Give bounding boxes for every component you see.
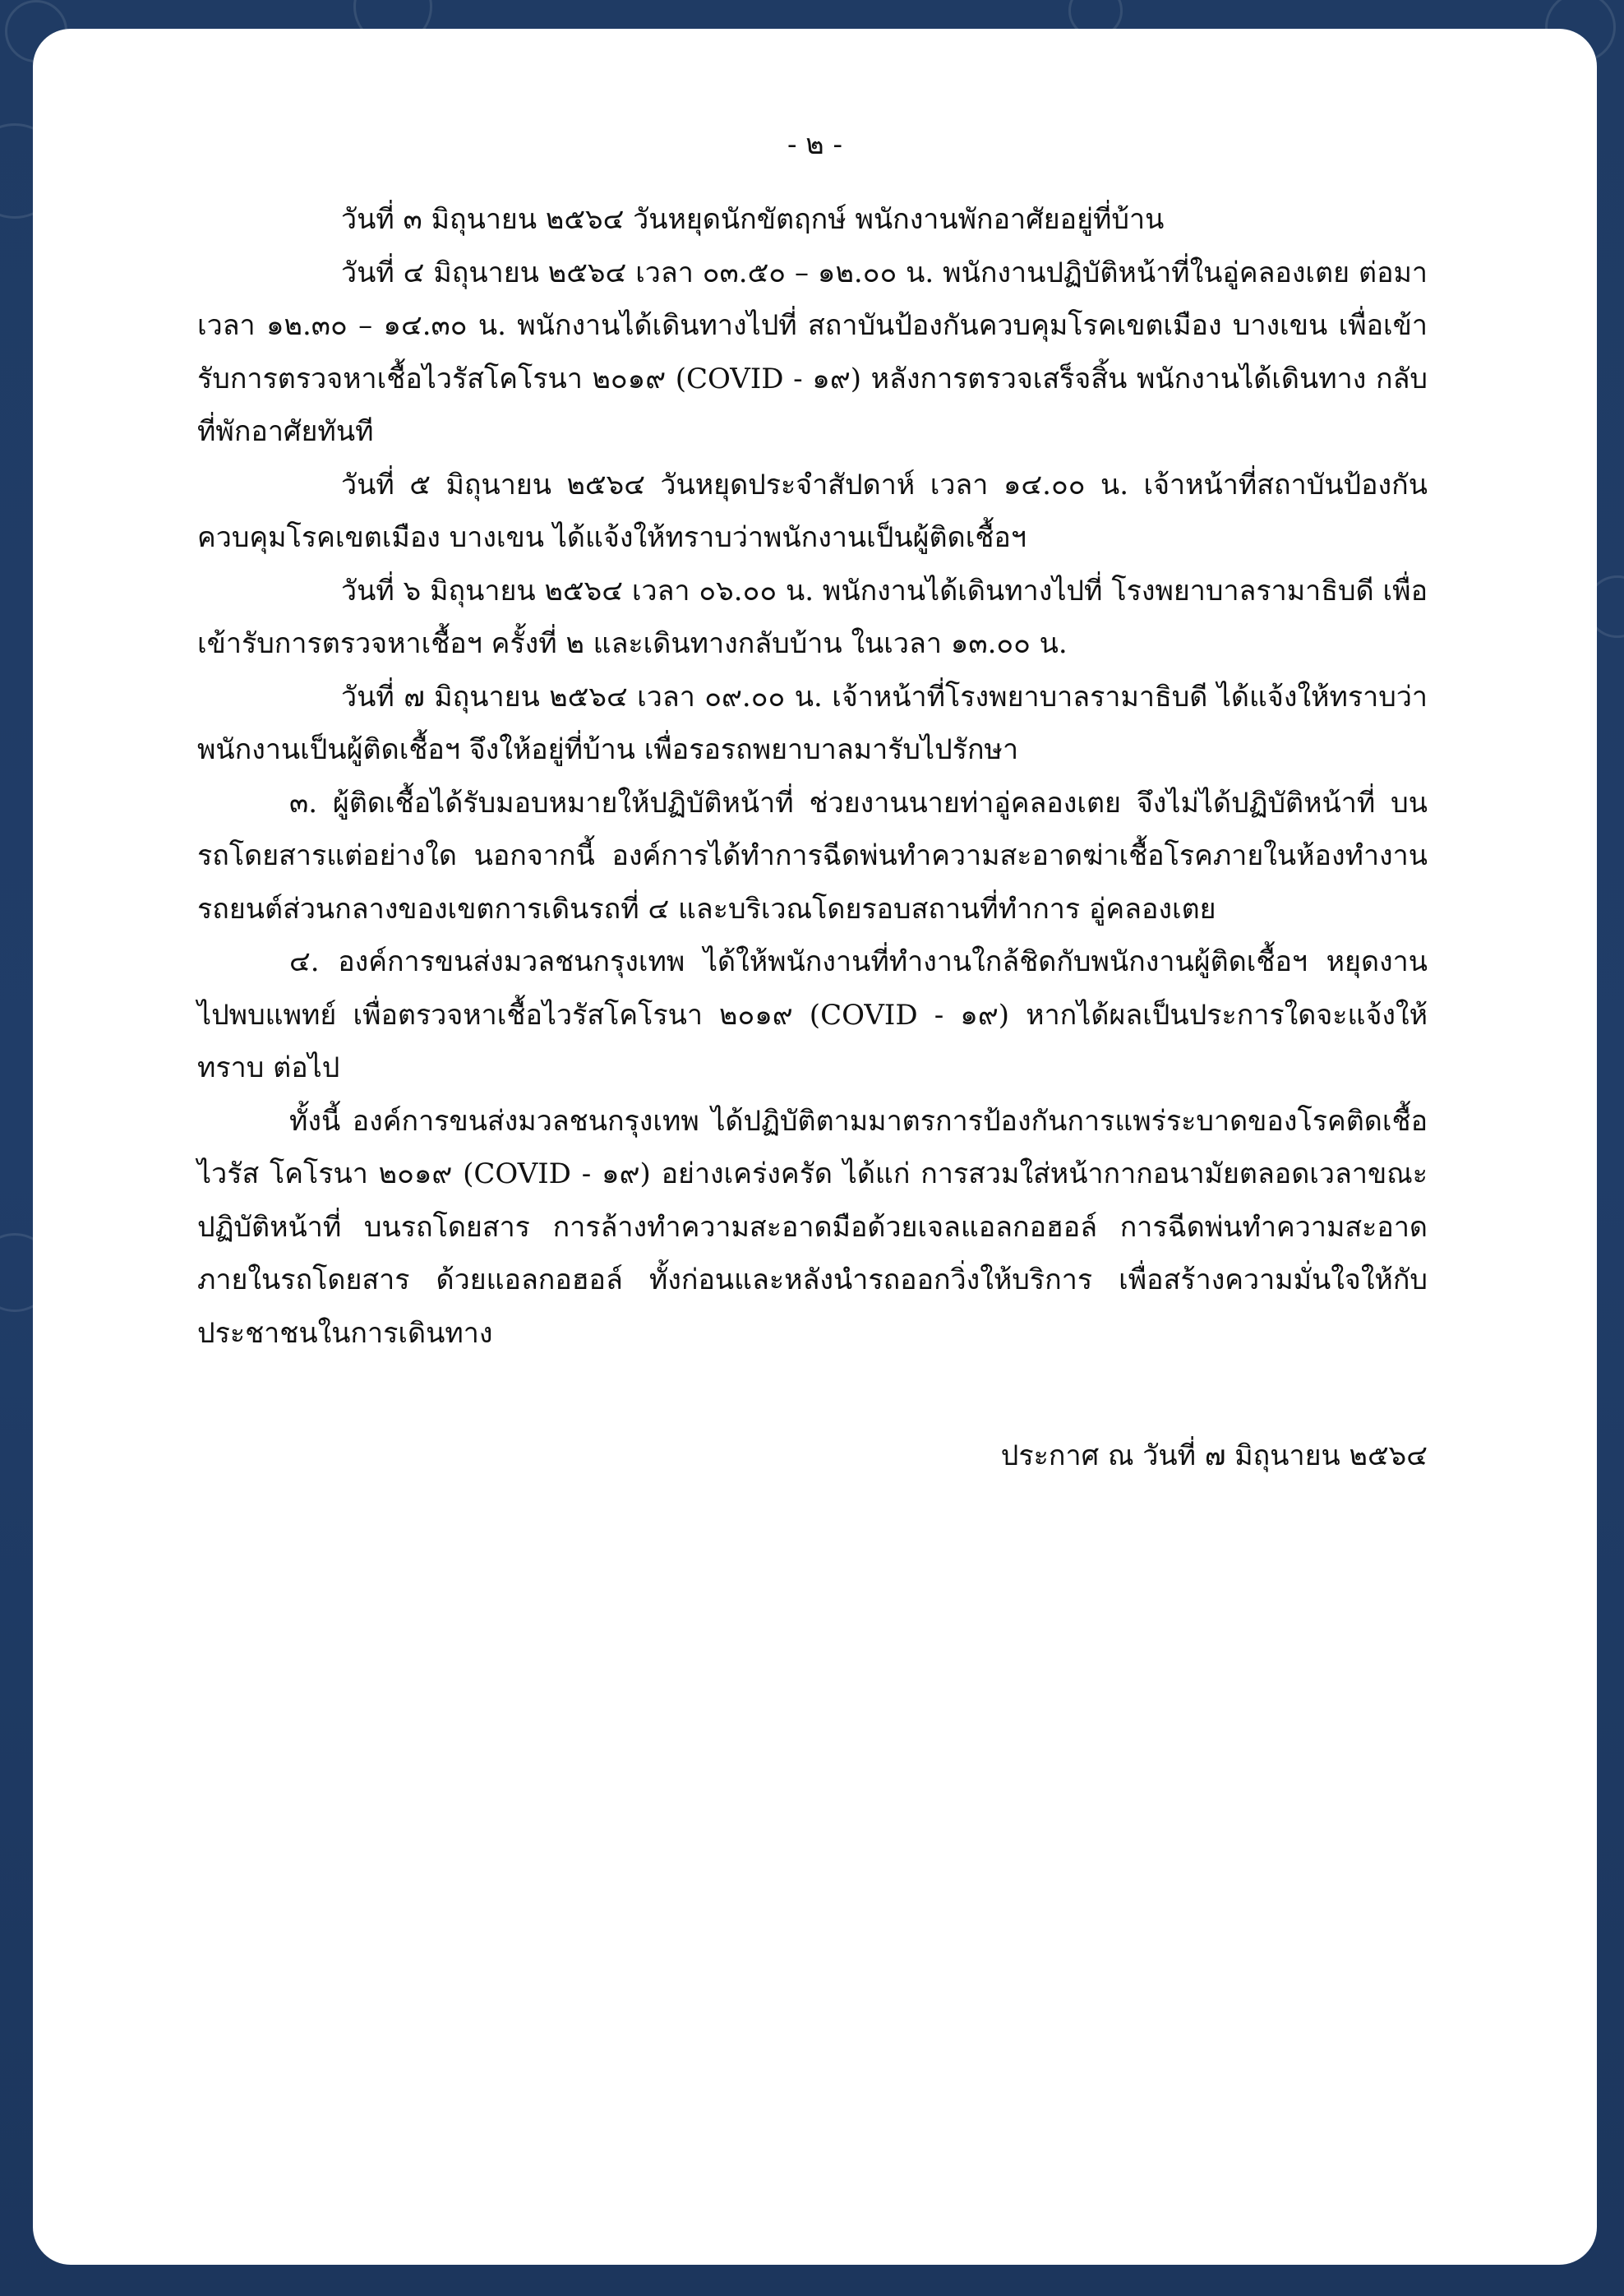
paragraph-june-6: วันที่ ๖ มิถุนายน ๒๕๖๔ เวลา ๐๖.๐๐ น. พนักงานได้เดินทางไปที่ โรงพยาบาลรามาธิบดี เพื่อเข้ารับการตรวจหาเชื้อฯ ครั้งที่ ๒ และเดินทางกลับบ้าน ในเวลา ๑๓.๐๐ น. [197, 574, 1428, 660]
paragraph-june-7: วันที่ ๗ มิถุนายน ๒๕๖๔ เวลา ๐๙.๐๐ น. เจ้าหน้าที่โรงพยาบาลรามาธิบดี ได้แจ้งให้ทราบว่า พนักงานเป็นผู้ติดเชื้อฯ จึงให้อยู่ที่บ้าน เพื่อรอรถพยาบาลมารับไปรักษา [197, 680, 1428, 766]
page-number: - ๒ - [787, 128, 842, 161]
paragraph-june-3: วันที่ ๓ มิถุนายน ๒๕๖๔ วันหยุดนักขัตฤกษ์ พนักงานพักอาศัยอยู่ที่บ้าน [341, 203, 1165, 236]
document-page [33, 29, 1597, 2265]
paragraph-item-3: ๓. ผู้ติดเชื้อได้รับมอบหมายให้ปฏิบัติหน้าที่ ช่วยงานนายท่าอู่คลองเตย จึงไม่ได้ปฏิบัติหน้าที่ บนรถโดยสารแต่อย่างใด นอกจากนี้ องค์การได้ทำการฉีดพ่นทำความสะอาดฆ่าเชื้อโรคภายในห้องทำงาน รถยนต์ส่วนกลางของเขตการเดินรถที่ ๔ และบริเวณโดยรอบสถานที่ทำการ อู่คลองเตย [197, 786, 1428, 926]
announcement-date: ประกาศ ณ วันที่ ๗ มิถุนายน ๒๕๖๔ [1000, 1439, 1428, 1472]
paragraph-measures: ทั้งนี้ องค์การขนส่งมวลชนกรุงเทพ ได้ปฏิบัติตามมาตรการป้องกันการแพร่ระบาดของโรคติดเชื้อไวรัส โคโรนา ๒๐๑๙ (COVID - ๑๙) อย่างเคร่งครัด ได้แก่ การสวมใส่หน้ากากอนามัยตลอดเวลาขณะปฏิบัติหน้าที่ บนรถโดยสาร การล้างทำความสะอาดมือด้วยเจลแอลกอฮอล์ การฉีดพ่นทำความสะอาดภายในรถโดยสาร ด้วยแอลกอฮอล์ ทั้งก่อนและหลังนำรถออกวิ่งให้บริการ เพื่อสร้างความมั่นใจให้กับประชาชนในการเดินทาง [197, 1104, 1428, 1350]
paragraph-item-4: ๔. องค์การขนส่งมวลชนกรุงเทพ ได้ให้พนักงานที่ทำงานใกล้ชิดกับพนักงานผู้ติดเชื้อฯ หยุดงาน ไปพบแพทย์ เพื่อตรวจหาเชื้อไวรัสโคโรนา ๒๐๑๙ (COVID - ๑๙) หากได้ผลเป็นประการใดจะแจ้งให้ทราบ ต่อไป [197, 945, 1428, 1084]
paragraph-june-4: วันที่ ๔ มิถุนายน ๒๕๖๔ เวลา ๐๓.๕๐ – ๑๒.๐๐ น. พนักงานปฏิบัติหน้าที่ในอู่คลองเตย ต่อมาเวลา ๑๒.๓๐ – ๑๔.๓๐ น. พนักงานได้เดินทางไปที่ สถาบันป้องกันควบคุมโรคเขตเมือง บางเขน เพื่อเข้ารับการตรวจหาเชื้อไวรัสโคโรนา ๒๐๑๙ (COVID - ๑๙) หลังการตรวจเสร็จสิ้น พนักงานได้เดินทาง กลับที่พักอาศัยทันที [197, 256, 1428, 448]
document-body [197, 193, 1428, 1483]
paragraph-june-5: วันที่ ๕ มิถุนายน ๒๕๖๔ วันหยุดประจำสัปดาห์ เวลา ๑๔.๐๐ น. เจ้าหน้าที่สถาบันป้องกัน ควบคุมโรคเขตเมือง บางเขน ได้แจ้งให้ทราบว่าพนักงานเป็นผู้ติดเชื้อฯ [197, 468, 1428, 554]
spacer [197, 1360, 1428, 1430]
